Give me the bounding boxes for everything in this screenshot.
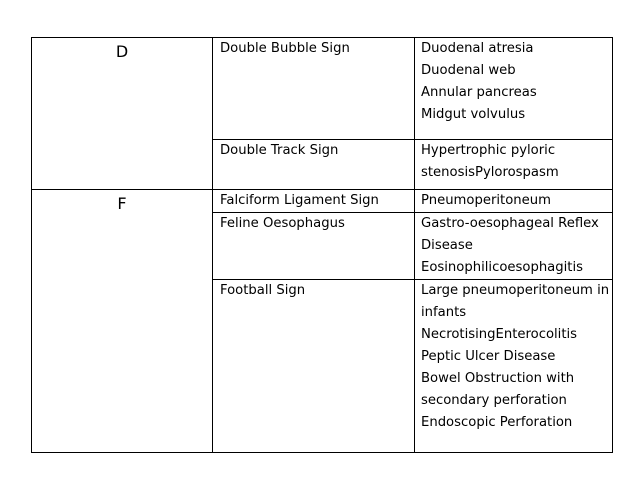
sign-cell [213,38,415,140]
sign-cell [213,190,415,213]
sign-name: Double Bubble Sign [220,41,350,56]
conditions-list [415,190,612,212]
conditions-cell [415,280,613,453]
sign-name: Falciform Ligament Sign [220,193,379,208]
sign-cell [213,213,415,280]
condition-item: stenosisPylorospasm [421,165,559,180]
condition-item: NecrotisingEnterocolitis [421,327,578,342]
condition-item: Annular pancreas [421,85,537,100]
sign-name: Football Sign [220,283,306,298]
condition-item: Midgut volvulus [421,107,526,122]
conditions-list [415,38,612,126]
condition-item: Hypertrophic pyloric [421,143,556,158]
table-row [32,190,613,213]
condition-item: Duodenal atresia [421,41,534,56]
radiology-signs-table [31,37,613,453]
conditions-cell [415,140,613,190]
group-letter: F [117,194,127,213]
condition-item: infants [421,305,467,320]
conditions-cell [415,190,613,213]
letter-cell-f [32,190,213,453]
condition-item: Bowel Obstruction with [421,371,575,386]
sign-cell [213,140,415,190]
conditions-list [415,280,612,434]
conditions-list [415,140,612,184]
condition-item: Gastro-oesophageal Reflex [421,216,599,231]
condition-item: Duodenal web [421,63,516,78]
table-row [32,38,613,140]
sign-name: Double Track Sign [220,143,339,158]
condition-item: Pneumoperitoneum [421,193,551,208]
condition-item: Eosinophilicoesophagitis [421,260,584,275]
condition-item: secondary perforation [421,393,567,408]
group-letter: D [115,42,129,61]
condition-item: Peptic Ulcer Disease [421,349,556,364]
conditions-cell [415,38,613,140]
condition-item: Endoscopic Perforation [421,415,573,430]
sign-name: Feline Oesophagus [220,216,345,231]
sign-cell [213,280,415,453]
letter-cell-d [32,38,213,190]
condition-item: Large pneumoperitoneum in [421,283,610,298]
conditions-cell [415,213,613,280]
condition-item: Disease [421,238,473,253]
conditions-list [415,213,612,279]
